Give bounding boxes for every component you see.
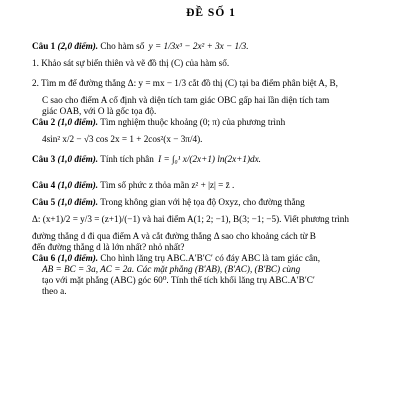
question-3-header [32, 154, 390, 165]
question-5-line-4: đến đường thẳng d là lớn nhất? nhỏ nhất? [32, 242, 185, 252]
question-4-text: Tìm số phức z thỏa mãn z² + |z| = z̄ . [100, 180, 235, 190]
question-5-line-2: Δ: (x+1)/2 = y/3 = (z+1)/(−1) và hai điểm A(1; 2; −1), B(3; −1; −5). Viết phương trình [32, 214, 349, 224]
question-1-part-1: 1. Khảo sát sự biến thiên và vẽ đồ thị (C) của hàm số. [32, 58, 230, 68]
question-5-line-3: đường thẳng d đi qua điểm A và cắt đường thẳng Δ sao cho khoảng cách từ B [32, 231, 316, 241]
question-1-label: Câu 1 [32, 41, 56, 51]
question-1-function: y = 1/3x³ − 2x² + 3x − 1/3. [148, 41, 249, 51]
question-6-line-4: theo a. [42, 286, 67, 296]
question-2-text: Tìm nghiệm thuộc khoảng (0; π) của phương trình [100, 117, 286, 127]
question-5-header [32, 197, 390, 208]
question-2-score: (1,0 điểm). [57, 117, 99, 127]
question-1-part-2-line-1: 2. Tìm m để đường thẳng Δ: y = mx − 1/3 cắt đồ thị (C) tại ba điểm phân biệt A, B, [32, 78, 338, 88]
question-4-header [32, 180, 390, 191]
question-3-text: Tính tích phân [100, 154, 154, 164]
question-4-score: (1,0 điểm). [57, 180, 99, 190]
question-6-score: (1,0 điểm). [57, 253, 99, 263]
question-5-score: (1,0 điểm). [57, 197, 99, 207]
question-1-score: (2,0 điểm). [57, 41, 99, 51]
question-3-integral: I = ∫₀¹ x/(2x+1) ln(2x+1)dx. [158, 154, 261, 164]
question-3-score: (1,0 điểm). [57, 154, 99, 164]
question-1-stem: Cho hàm số [100, 41, 145, 51]
question-6-header [32, 253, 390, 264]
question-4-label: Câu 4 [32, 180, 56, 190]
question-6-label: Câu 6 [32, 253, 56, 263]
question-1-header [32, 41, 390, 52]
question-1-part-2-line-2: C sao cho điểm A cố định và diện tích tam giác OBC gấp hai lần diện tích tam [42, 95, 330, 105]
question-5-label: Câu 5 [32, 197, 56, 207]
question-5-line-1: Trong không gian với hệ tọa độ Oxyz, cho đường thẳng [100, 197, 305, 207]
document-title: ĐỀ SỐ 1 [186, 7, 236, 19]
question-6-line-2: AB = BC = 3a, AC = 2a. Các mặt phẳng (B′AB), (B′AC), (B′BC) cùng [42, 264, 301, 274]
question-6-line-1: Cho hình lăng trụ ABC.A′B′C′ có đáy ABC là tam giác cân, [100, 253, 321, 263]
question-1-part-2-line-3: giác OAB, với O là gốc tọa độ. [42, 106, 157, 116]
question-2-equation: 4sin² x/2 − √3 cos 2x = 1 + 2cos²(x − 3π/4). [42, 134, 203, 144]
question-6-line-3: tạo với mặt phẳng (ABC) góc 60⁰. Tính thể tích khối lăng trụ ABC.A′B′C′ [42, 275, 315, 285]
question-2-header [32, 117, 390, 128]
question-2-label: Câu 2 [32, 117, 56, 127]
question-3-label: Câu 3 [32, 154, 56, 164]
